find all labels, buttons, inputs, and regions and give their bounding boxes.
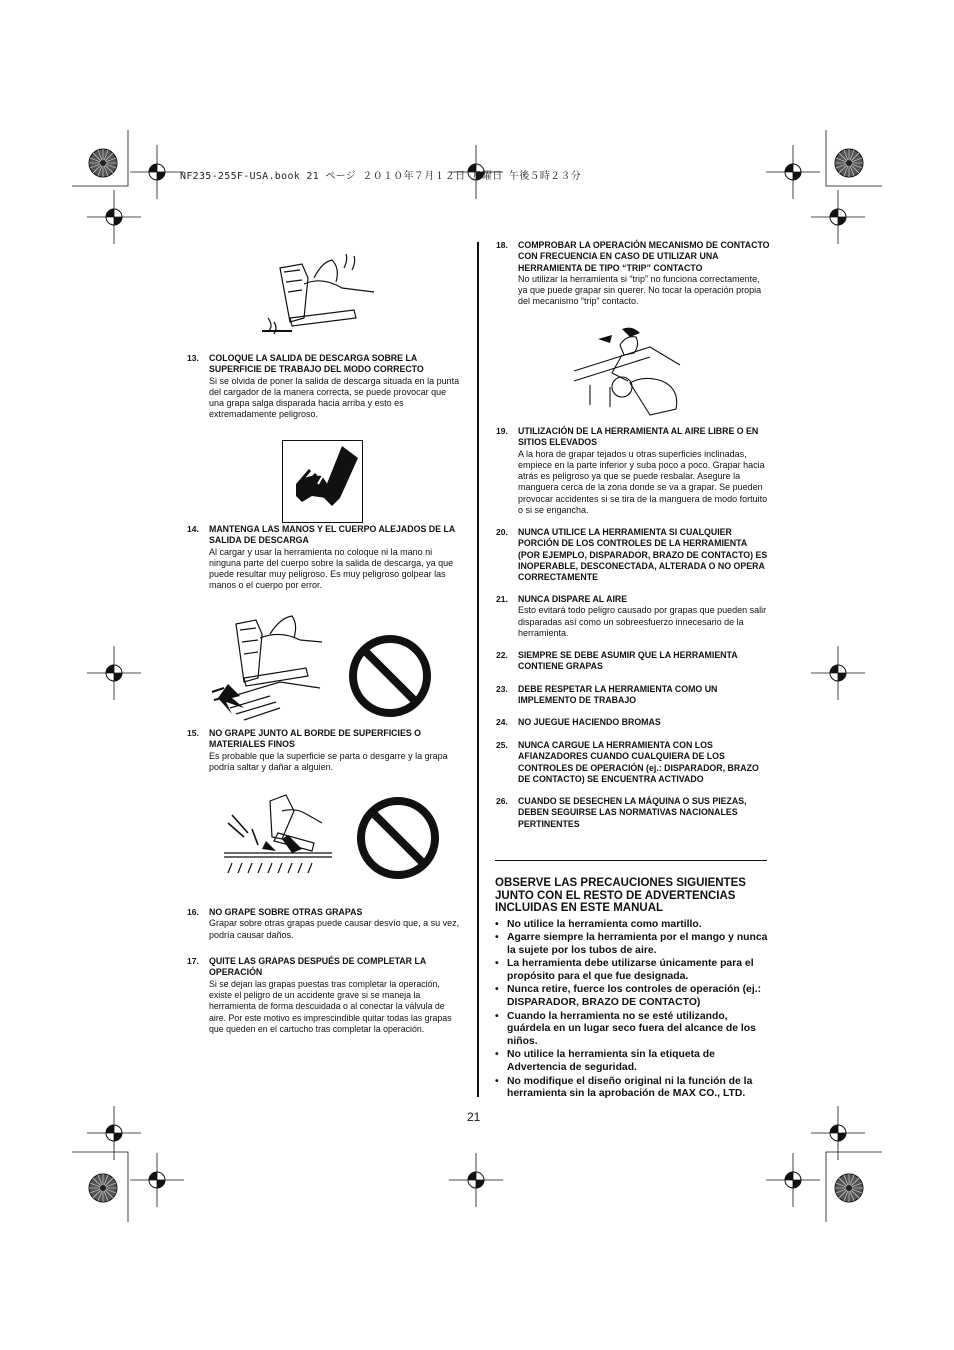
warning-item-22 [496, 650, 770, 673]
item-number: 16. [187, 907, 199, 917]
warning-item-23 [496, 684, 770, 707]
list-item: • Nunca retire, fuerce los controles de operación (ej.: DISPARADOR, BRAZO DE CONTACTO) [495, 984, 770, 1010]
item-number: 21. [496, 594, 508, 604]
edge-stapling-illustration [210, 612, 330, 722]
item-number: 26. [496, 796, 508, 806]
item-body: Grapar sobre otras grapas puede causar desvío que, a su vez, podría causar daños. [209, 918, 460, 940]
running-head: NF235-255F-USA.book 21 ページ ２０１０年７月１２日 月曜日 午後５時２３分 [180, 171, 582, 182]
item-title: MANTENGA LAS MANOS Y EL CUERPO ALEJADOS DE LA SALIDA DE DESCARGA [209, 524, 455, 546]
warning-item-14 [187, 524, 461, 592]
item-number: 17. [187, 956, 199, 966]
item-number: 23. [496, 684, 508, 694]
item-number: 20. [496, 527, 508, 537]
observe-heading: OBSERVE LAS PRECAUCIONES SIGUIENTES JUNTO CON EL RESTO DE ADVERTENCIAS INCLUIDAS EN ESTE MANUAL [495, 877, 746, 914]
item-title: DEBE RESPETAR LA HERRAMIENTA COMO UN IMPLEMENTO DE TRABAJO [518, 684, 718, 706]
page-number: 21 [467, 1110, 481, 1124]
warning-item-21 [496, 594, 770, 639]
nailer-contact-illustration [262, 248, 384, 336]
item-body: A la hora de grapar tejados u otras superficies inclinadas, empiece en la parte inferior y suba poco a poco. Grapar hacia atrás es peligroso ya que se puede resbalar. Asegure la manguera cerca de la zona donde se va a grapar. Se pueden provocar accidentes si se tira de la manguera de modo fortuito o si se engancha. [518, 448, 768, 516]
warning-item-15 [187, 728, 461, 773]
roof-work-illustration [570, 325, 688, 417]
list-item: • No modifique el diseño original ni la función de la herramienta sin la aprobación de MAX CO., LTD. [495, 1076, 770, 1102]
prohibited-sign-icon [347, 633, 433, 719]
list-item: • La herramienta debe utilizarse únicamente para el propósito para el que fue designada. [495, 958, 770, 984]
warning-item-18 [496, 240, 770, 308]
item-title: UTILIZACIÓN DE LA HERRAMIENTA AL AIRE LIBRE O EN SITIOS ELEVADOS [518, 426, 759, 448]
item-number: 15. [187, 728, 199, 738]
warning-item-20 [496, 527, 770, 583]
item-number: 25. [496, 740, 508, 750]
item-title: SIEMPRE SE DEBE ASUMIR QUE LA HERRAMIENTA CONTIENE GRAPAS [518, 650, 738, 672]
item-number: 19. [496, 426, 508, 436]
warning-item-13 [187, 353, 461, 421]
warning-item-17 [187, 956, 461, 1036]
item-body: No utilizar la herramienta si “trip” no funciona correctamente, ya que puede grapar sin querer. No tocar la operación propia del mecanismo “trip” contacto. [518, 273, 762, 307]
item-title: QUITE LAS GRAPAS DESPUÉS DE COMPLETAR LA OPERACIÓN [209, 956, 426, 978]
warning-item-25 [496, 740, 770, 785]
item-title: NUNCA CARGUE LA HERRAMIENTA CON LOS AFIANZADORES CUANDO CUALQUIERA DE LOS CONTROLES DE OPERACIÓN (ej.: DISPARADOR, BRAZO DE CONTACTO) SE ENCUENTRA ACTIVADO [518, 740, 759, 784]
item-body: Al cargar y usar la herramienta no coloque ni la mano ni ninguna parte del cuerpo sobre la salida de descarga, ya que puede resultar muy peligroso. Es muy peligroso golpear las manos o el cuerpo por error. [209, 546, 454, 591]
item-title: NUNCA UTILICE LA HERRAMIENTA SI CUALQUIER PORCIÓN DE LOS CONTROLES DE LA HERRAMIENTA (POR EJEMPLO, DISPARADOR, BRAZO DE CONTACTO) ES INOPERABLE, DESCONECTADA, ALTERADA O NO OPERA CORRECTAMENTE [518, 527, 768, 583]
prohibited-sign-icon [355, 795, 441, 881]
section-rule [495, 860, 767, 861]
warning-item-16 [187, 907, 461, 941]
item-title: NUNCA DISPARE AL AIRE [518, 594, 628, 604]
item-title: COMPROBAR LA OPERACIÓN MECANISMO DE CONTACTO CON FRECUENCIA EN CASO DE UTILIZAR UNA HERRAMIENTA DE TIPO “TRIP” CONTACTO [518, 240, 770, 273]
item-body: Esto evitará todo peligro causado por grapas que pueden salir disparadas así como un sobreesfuerzo innecesario de la herramienta. [518, 605, 767, 638]
warning-item-19 [496, 426, 770, 516]
item-number: 18. [496, 240, 508, 250]
item-number: 14. [187, 524, 199, 534]
item-title: NO GRAPE SOBRE OTRAS GRAPAS [209, 907, 363, 917]
staple-over-staple-illustration [222, 793, 334, 875]
item-number: 22. [496, 650, 508, 660]
item-number: 24. [496, 717, 508, 727]
item-title: COLOQUE LA SALIDA DE DESCARGA SOBRE LA SUPERFICIE DE TRABAJO DEL MODO CORRECTO [209, 353, 424, 375]
item-body: Si se dejan las grapas puestas tras completar la operación, existe el peligro de un accidente grave si se maneja la herramienta de forma descuidada o al conectar la válvula de aire. Por este motivo es imprescindible quitar todas las grapas que queden en el cartucho tras completar la operación. [209, 978, 452, 1035]
list-item: • Agarre siempre la herramienta por el mango y nunca la sujete por los tubos de aire. [495, 932, 770, 958]
warning-item-24 [496, 717, 770, 728]
item-body: Si se olvida de poner la salida de descarga situada en la punta del cargador de la manera correcta, se puede provocar que una grapa salga disparada hacia arriba y esto es extremadamente peligroso. [209, 375, 460, 420]
column-divider [477, 242, 479, 1097]
hands-away-warning-icon [282, 440, 363, 523]
warning-item-26 [496, 796, 770, 830]
list-item: • Cuando la herramienta no se esté utilizando, guárdela en un lugar seco fuera del alcance de los niños. [495, 1011, 770, 1049]
item-title: CUANDO SE DESECHEN LA MÁQUINA O SUS PIEZAS, DEBEN SEGUIRSE LAS NORMATIVAS NACIONALES PERTINENTES [518, 796, 747, 829]
item-title: NO JUEGUE HACIENDO BROMAS [518, 717, 661, 727]
list-item: • No utilice la herramienta sin la etiqueta de Advertencia de seguridad. [495, 1049, 770, 1075]
list-item: • No utilice la herramienta como martillo. [495, 919, 770, 932]
item-body: Es probable que la superficie se parta o desgarre y la grapa podría saltar y dañar a alguien. [209, 750, 448, 772]
item-number: 13. [187, 353, 199, 363]
item-title: NO GRAPE JUNTO AL BORDE DE SUPERFICIES O MATERIALES FINOS [209, 728, 421, 750]
observe-bullet-list [495, 919, 770, 1102]
